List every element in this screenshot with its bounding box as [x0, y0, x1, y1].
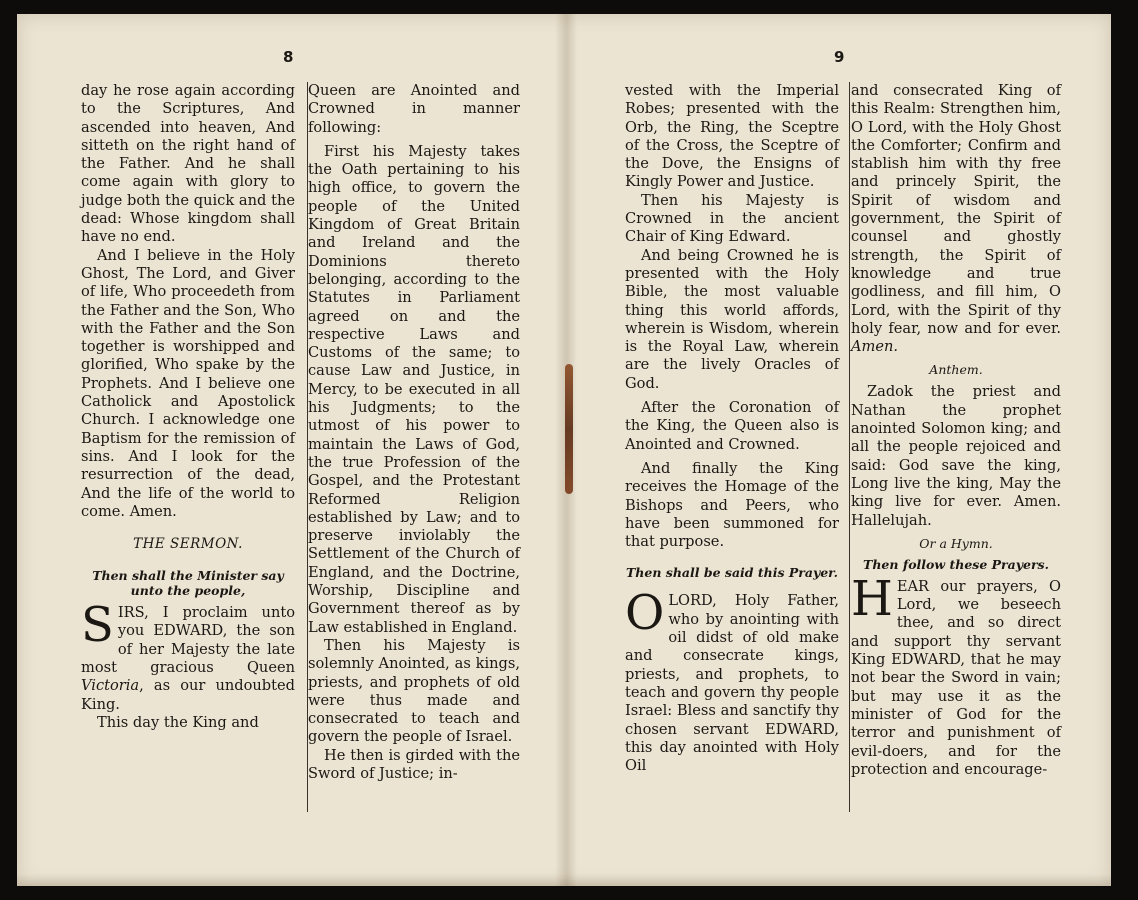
prayer-text: LORD, Holy Father, who by anointing with oil didst of old make and consecrate kings, priests, and prophets, to teach and govern thy people Israel: Bless and sanctify thy chosen servant EDWARD, this day anointed with Holy Oil [625, 592, 839, 775]
right-column-2 [851, 82, 1061, 779]
robes-paragraph: vested with the Imperial Robes; presented with the Orb, the Ring, the Sceptre of the Cross, the Sceptre of the Dove, the Ensigns of Kingly Power and Justice. [625, 82, 839, 191]
left-column-1 [81, 82, 295, 732]
anointed-paragraph: Queen are Anointed and Crowned in manner following: [308, 82, 520, 136]
page-bottom-edge [17, 874, 1111, 886]
heading-hymn: Or a Hymn. [919, 535, 993, 551]
page-number-left: 8 [283, 48, 294, 66]
anthem-paragraph: Zadok the priest and Nathan the prophet anointed Solomon king; and all the people rejoiced and said: God save the king, Long live the king, May the king live for ever. Amen. Hallelujah. [851, 383, 1061, 529]
hear-prayers-paragraph [851, 570, 1061, 779]
anointing-paragraph: Then his Majesty is solemnly Anointed, as kings, priests, and prophets of old were thus made and consecrated to teach and govern the people of Israel. [308, 636, 520, 746]
proclamation-italic: Victoria [81, 677, 140, 695]
creed-paragraph-2: And I believe in the Holy Ghost, The Lord, and Giver of life, Who proceedeth from the Father and the Son, Who with the Father and the Son together is worshipped and glorified, Who spake by the Prophets. And I believe one Catholick and Apostolick Church. I acknowledge one Baptism for the remission of sins. And I look for the resurrection of the dead, And the life of the world to come. Amen. [81, 246, 295, 520]
left-page [17, 14, 562, 886]
heading-sermon: THE SERMON. [133, 536, 243, 553]
proclamation-paragraph [81, 597, 295, 714]
page-number-right: 9 [834, 48, 845, 66]
proclamation-text-b: , as our undoubted King. [81, 677, 295, 713]
amen-italic: Amen. [851, 338, 899, 356]
column-rule-right [849, 82, 850, 812]
right-column-1 [625, 82, 839, 775]
consecrated-paragraph [851, 82, 1061, 356]
creed-paragraph-1: day he rose again according to the Scriptures, And ascended into heaven, And sitteth on the right hand of the Father. And he shall come again with glory to judge both the quick and the dead: Whose kingdom shall have no end. [81, 82, 295, 246]
drop-cap-s: S [81, 597, 114, 654]
homage-paragraph: And finally the King receives the Homage of the Bishops and Peers, who have been summoned for that purpose. [625, 459, 839, 551]
heading-prayers: Then follow these Prayers. [863, 556, 1049, 572]
bible-paragraph: And being Crowned he is presented with the Holy Bible, the most valuable thing this world affords, wherein is Wisdom, wherein is the Royal Law, wherein are the lively Oracles of God. [625, 246, 839, 392]
right-page [570, 14, 1111, 886]
booklet-spread [17, 14, 1111, 886]
crowned-paragraph: Then his Majesty is Crowned in the ancient Chair of King Edward. [625, 191, 839, 246]
left-column-2 [308, 82, 520, 783]
prayer-paragraph [625, 585, 839, 775]
heading-minister: Then shall the Minister say unto the people, [92, 568, 284, 599]
king-and-paragraph: This day the King and [97, 713, 259, 731]
oath-paragraph: First his Majesty takes the Oath pertaining to his high office, to govern the people of the United Kingdom of Great Britain and Ireland and the Dominions thereto belonging, according to the Statutes in Parliament agreed on and the respective Laws and Customs of the same; to cause Law and Justice, in Mercy, to be executed in all his Judgments; to the utmost of his power to maintain the Laws of God, the true Profession of the Gospel, and the Protestant Reformed Religion established by Law; and to preserve inviolably the Settlement of the Church of England, and the Doctrine, Worship, Discipline and Government thereof as by Law established in England. [308, 142, 520, 636]
sword-paragraph: He then is girded with the Sword of Justice; in- [308, 746, 520, 782]
queen-paragraph: After the Coronation of the King, the Queen also is Anointed and Crowned. [625, 399, 839, 453]
consecrated-text: and consecrated King of this Realm: Strengthen him, O Lord, with the Holy Ghost the Comforter; Confirm and stablish him with thy free and princely Spirit, the Spirit of wisdom and government, the Spirit of counsel and ghostly strength, the Spirit of knowledge and true godliness, and fill him, O Lord, with the Spirit of thy holy fear, now and for ever. [851, 82, 1061, 337]
heading-anthem: Anthem. [929, 362, 983, 378]
hear-prayers-text: EAR our prayers, O Lord, we beseech thee, and so direct and support thy servant King EDWARD, that he may not bear the Sword in vain; but may use it as the minister of God for the terror and punishment of evil-doers, and for the protection and encourage- [851, 577, 1061, 778]
heading-prayer: Then shall be said this Prayer. [626, 565, 838, 581]
drop-cap-o: O [625, 585, 665, 642]
drop-cap-h: H [851, 570, 893, 627]
proclamation-text-a: IRS, I proclaim unto you EDWARD, the son of her Majesty the late most gracious Queen [81, 604, 295, 677]
